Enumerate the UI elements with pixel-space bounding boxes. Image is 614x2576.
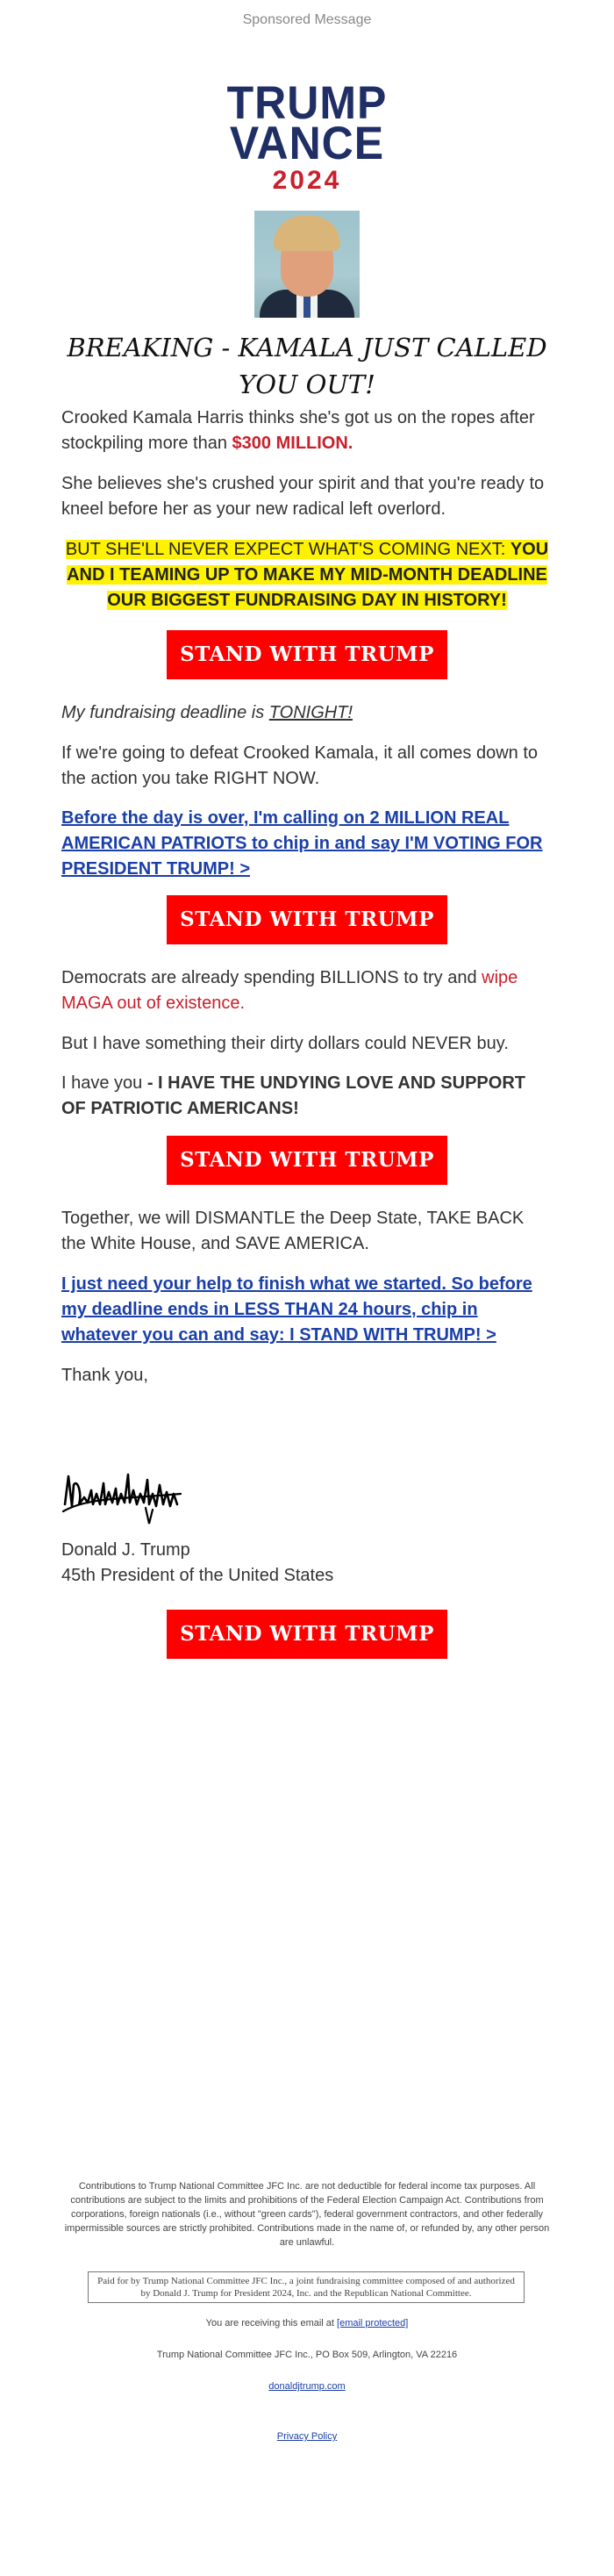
- link-paragraph-1: [61, 806, 553, 882]
- cta-container-3: [0, 1136, 614, 1185]
- cta-container-1: [0, 630, 614, 679]
- headline: BREAKING - KAMALA JUST CALLED YOU OUT!: [67, 333, 547, 399]
- logo-line-trump: TRUMP: [226, 76, 388, 129]
- mailing-address: Trump National Committee JFC Inc., PO Box 509, Arlington, VA 22216: [156, 2350, 458, 2360]
- stand-with-trump-button[interactable]: STAND WITH TRUMP: [167, 895, 447, 944]
- paragraph-defeat: If we're going to defeat Crooked Kamala, it all comes down to the action you take RIGHT NOW.: [61, 743, 538, 788]
- stand-with-trump-button[interactable]: STAND WITH TRUMP: [167, 630, 447, 679]
- recipient-email-link[interactable]: [email protected]: [337, 2318, 409, 2328]
- signer-block: [61, 1538, 553, 1589]
- signer-name: Donald J. Trump: [61, 1540, 190, 1560]
- paragraph-dirty-dollars: But I have something their dirty dollars could NEVER buy.: [61, 1034, 509, 1053]
- donate-link-finish[interactable]: I just need your help to finish what we started. So before my deadline ends in LESS THAN 24 hours, chip in whatever you can and say: I STAND WITH TRUMP! >: [61, 1274, 532, 1345]
- signature-image: [61, 1459, 184, 1529]
- amount-highlight: $300 MILLION.: [232, 434, 353, 453]
- paragraph-dismantle: Together, we will DISMANTLE the Deep State, TAKE BACK the White House, and SAVE AMERICA.: [61, 1209, 525, 1253]
- stand-with-trump-button[interactable]: STAND WITH TRUMP: [167, 1136, 447, 1185]
- paragraph-deadline: My fundraising deadline is TONIGHT!: [61, 703, 353, 722]
- site-link-line: [0, 2381, 614, 2392]
- cta-container-2: [0, 895, 614, 944]
- receiving-email-line: You are receiving this email at [email protected]: [205, 2318, 409, 2328]
- website-link[interactable]: donaldjtrump.com: [268, 2381, 346, 2392]
- campaign-logo: [0, 76, 614, 197]
- thank-you: Thank you,: [61, 1366, 148, 1385]
- paragraph-spirit: She believes she's crushed your spirit and that you're ready to kneel before her as your new radical left overlord.: [61, 474, 545, 519]
- footer-disclaimer: Contributions to Trump National Committee JFC Inc. are not deductible for federal income tax purposes. All contributions are subject to the limits and prohibitions of the Federal Election Campaign Act. Contributions from corporations, foreign nationals (i.e., without "green cards"), federal government contractors, and other federally impermissible sources are strictly prohibited. Contributions made in the name of, or refunded by, any other person are unlawful.: [64, 2181, 550, 2248]
- link-paragraph-2: [61, 1272, 553, 1348]
- paragraph-stockpiling: Crooked Kamala Harris thinks she's got us on the ropes after stockpiling more than $300 MILLION.: [61, 408, 535, 453]
- privacy-line: [0, 2431, 614, 2442]
- signer-title: 45th President of the United States: [61, 1566, 334, 1585]
- paragraph-billions: Democrats are already spending BILLIONS to try and wipe MAGA out of existence.: [61, 968, 518, 1013]
- paragraph-support: I have you - I HAVE THE UNDYING LOVE AND SUPPORT OF PATRIOTIC AMERICANS!: [61, 1073, 525, 1118]
- logo-line-vance: VANCE: [229, 117, 385, 169]
- logo-line-year: 2024: [272, 166, 342, 195]
- donate-link-voting[interactable]: Before the day is over, I'm calling on 2 MILLION REAL AMERICAN PATRIOTS to chip in and say I'M VOTING FOR PRESIDENT TRUMP! >: [61, 808, 543, 879]
- paid-for-box: Paid for by Trump National Committee JFC Inc., a joint fundraising committee composed of and authorized by Donald J. Trump for President 2024, Inc. and the Republican National Committee.: [88, 2271, 525, 2303]
- stand-with-trump-button[interactable]: STAND WITH TRUMP: [167, 1610, 447, 1659]
- highlight-callout: BUT SHE'LL NEVER EXPECT WHAT'S COMING NEXT: YOU AND I TEAMING UP TO MAKE MY MID-MONTH DEADLINE OUR BIGGEST FUNDRAISING DAY IN HISTORY!: [65, 540, 549, 610]
- cta-container-4: [0, 1610, 614, 1659]
- portrait-image: [254, 211, 360, 318]
- sponsored-label: Sponsored Message: [242, 12, 372, 27]
- privacy-policy-link[interactable]: Privacy Policy: [276, 2431, 338, 2442]
